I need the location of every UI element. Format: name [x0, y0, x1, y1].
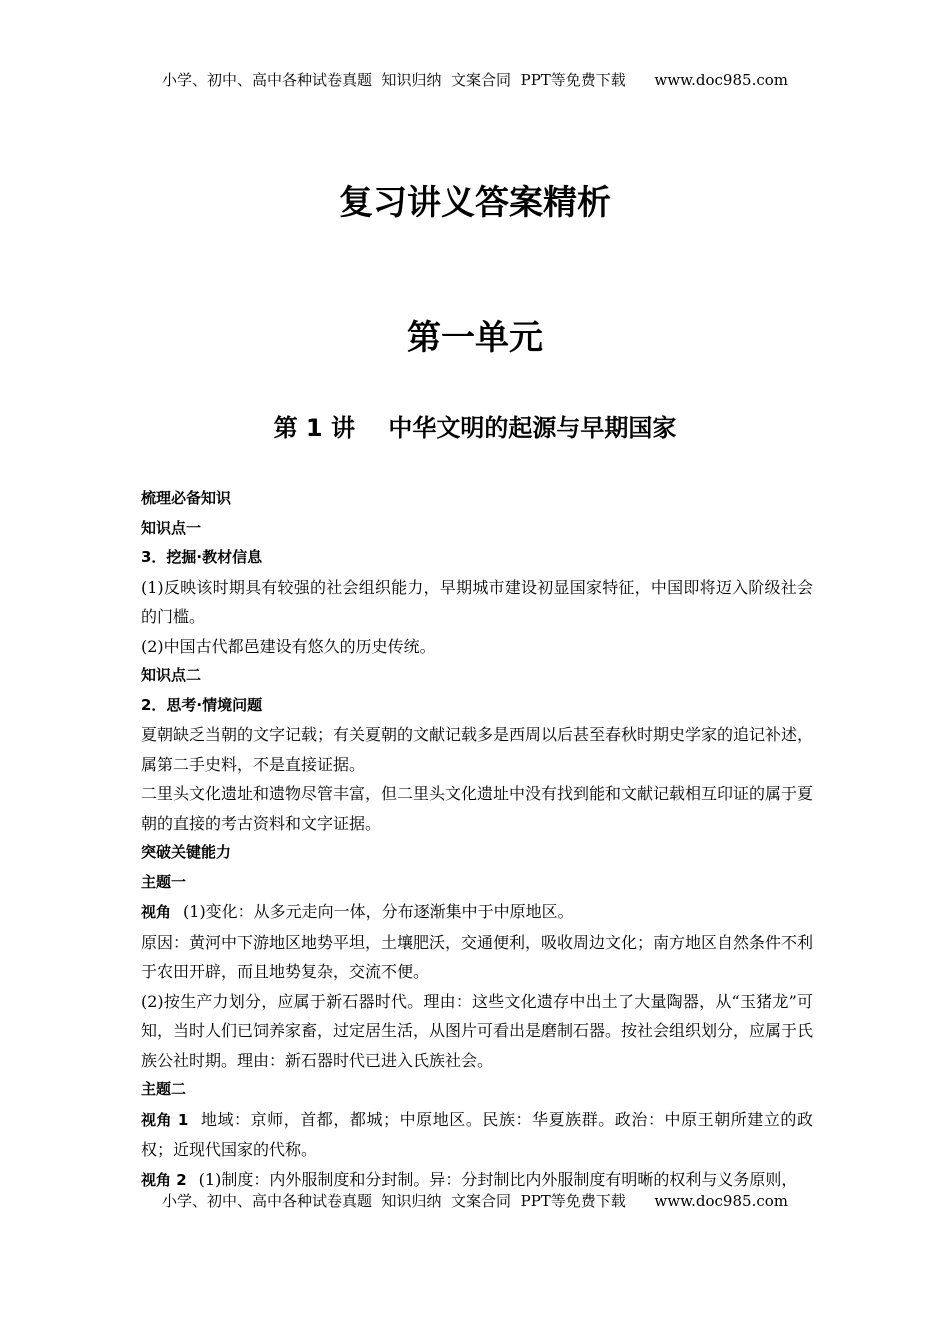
paragraph-text: 地域：京师，首都，都城；中原地区。民族：华夏族群。政治：中原王朝所建立的政权；近现代国家的代称。 — [141, 1109, 813, 1159]
topic-heading: 主题一 — [141, 872, 187, 891]
topic-heading: 主题二 — [141, 1080, 187, 1098]
section-heading: 梳理必备知识 — [141, 489, 232, 507]
paragraph: 二里头文化遗址和遗物尽管丰富，但二里头文化遗址中没有找到能和文献记载相互印证的属于夏朝的直接的考古资料和文字证据。 — [141, 784, 814, 833]
page-header: 小学、初中、高中各种试卷真题 知识归纳 文案合同 PPT等免费下载 www.doc985.com — [161, 71, 788, 89]
lesson-title: 第 1 讲 中华文明的起源与早期国家 — [273, 414, 677, 442]
perspective-label: 视角 2 — [141, 1170, 187, 1189]
paragraph: 原因：黄河中下游地区地势平坦，土壤肥沃，交通便利，吸收周边文化；南方地区自然条件不利于农田开辟，而且地势复杂，交流不便。 — [141, 932, 814, 981]
paragraph: (2)中国古代都邑建设有悠久的历史传统。 — [141, 636, 436, 656]
knowledge-point-heading: 知识点二 — [141, 666, 202, 684]
item-heading: 3．挖掘·教材信息 — [141, 548, 263, 566]
knowledge-point-heading: 知识点一 — [141, 518, 202, 537]
page-footer: 小学、初中、高中各种试卷真题 知识归纳 文案合同 PPT等免费下载 www.doc985.com — [161, 1192, 788, 1210]
section-heading: 突破关键能力 — [141, 843, 232, 861]
document-title: 复习讲义答案精析 — [339, 183, 611, 223]
paragraph-text: (1)制度：内外服制度和分封制。异：分封制比内外服制度有明晰的权利与义务原则， — [198, 1169, 798, 1189]
paragraph: (2)按生产力划分，应属于新石器时代。理由：这些文化遗存中出土了大量陶器，从“玉猪龙”可知，当时人们已饲养家畜，过定居生活，从图片可看出是磨制石器。按社会组织划分，应属于氏族公社时期。理由：新石器时代已进入氏族社会。 — [141, 991, 814, 1070]
document-body — [141, 484, 813, 1195]
unit-title: 第一单元 — [407, 318, 543, 358]
item-heading: 2．思考·情境问题 — [141, 695, 263, 714]
paragraph — [141, 897, 813, 928]
paragraph-text: (1)变化：从多元走向一体，分布逐渐集中于中原地区。 — [183, 902, 574, 921]
perspective-label: 视角 1 — [141, 1110, 189, 1129]
paragraph: 夏朝缺乏当朝的文字记载；有关夏朝的文献记载多是西周以后甚至春秋时期史学家的追记补述，属第二手史料，不是直接证据。 — [141, 725, 814, 774]
paragraph: (1)反映该时期具有较强的社会组织能力，早期城市建设初显国家特征，中国即将迈入阶级社会的门槛。 — [141, 577, 813, 626]
paragraph — [141, 1105, 813, 1165]
perspective-label: 视角 — [141, 903, 172, 921]
